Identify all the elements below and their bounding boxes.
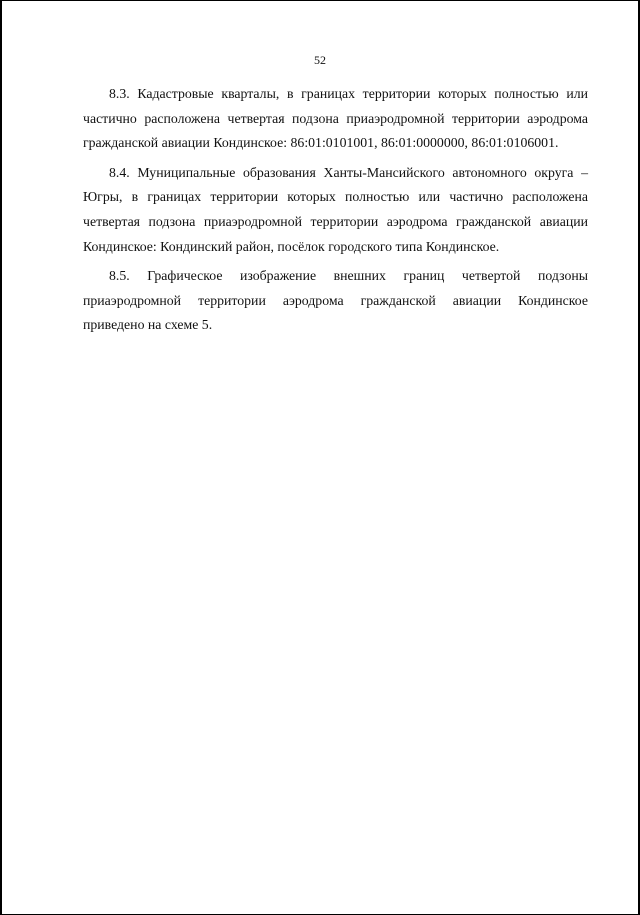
paragraph-line: четвертая подзона приаэродромной территории аэродрома гражданской авиации	[83, 213, 588, 229]
paragraph-line: гражданской авиации Кондинское: 86:01:0101001, 86:01:0000000, 86:01:0106001.	[83, 135, 559, 151]
paragraph-line: приаэродромной территории аэродрома гражданской авиации Кондинское	[83, 292, 588, 308]
page-number: 52	[314, 53, 326, 67]
paragraph-line: 8.4. Муниципальные образования Ханты-Мансийского автономного округа –	[109, 164, 588, 180]
paragraph-8-5	[83, 264, 588, 338]
paragraph-line: частично расположена четвертая подзона приаэродромной территории аэродрома	[83, 110, 588, 126]
paragraph-line: Кондинское: Кондинский район, посёлок городского типа Кондинское.	[83, 238, 500, 254]
paragraph-line: 8.5. Графическое изображение внешних границ четвертой подзоны	[109, 268, 588, 284]
paragraph-8-3	[83, 82, 588, 156]
document-body	[83, 82, 588, 343]
paragraph-line: Югры, в границах территории которых полностью или частично расположена	[83, 189, 588, 205]
paragraph-8-4	[83, 161, 588, 259]
paragraph-line: 8.3. Кадастровые кварталы, в границах территории которых полностью или	[109, 86, 588, 101]
paragraph-line: приведено на схеме 5.	[83, 317, 213, 333]
